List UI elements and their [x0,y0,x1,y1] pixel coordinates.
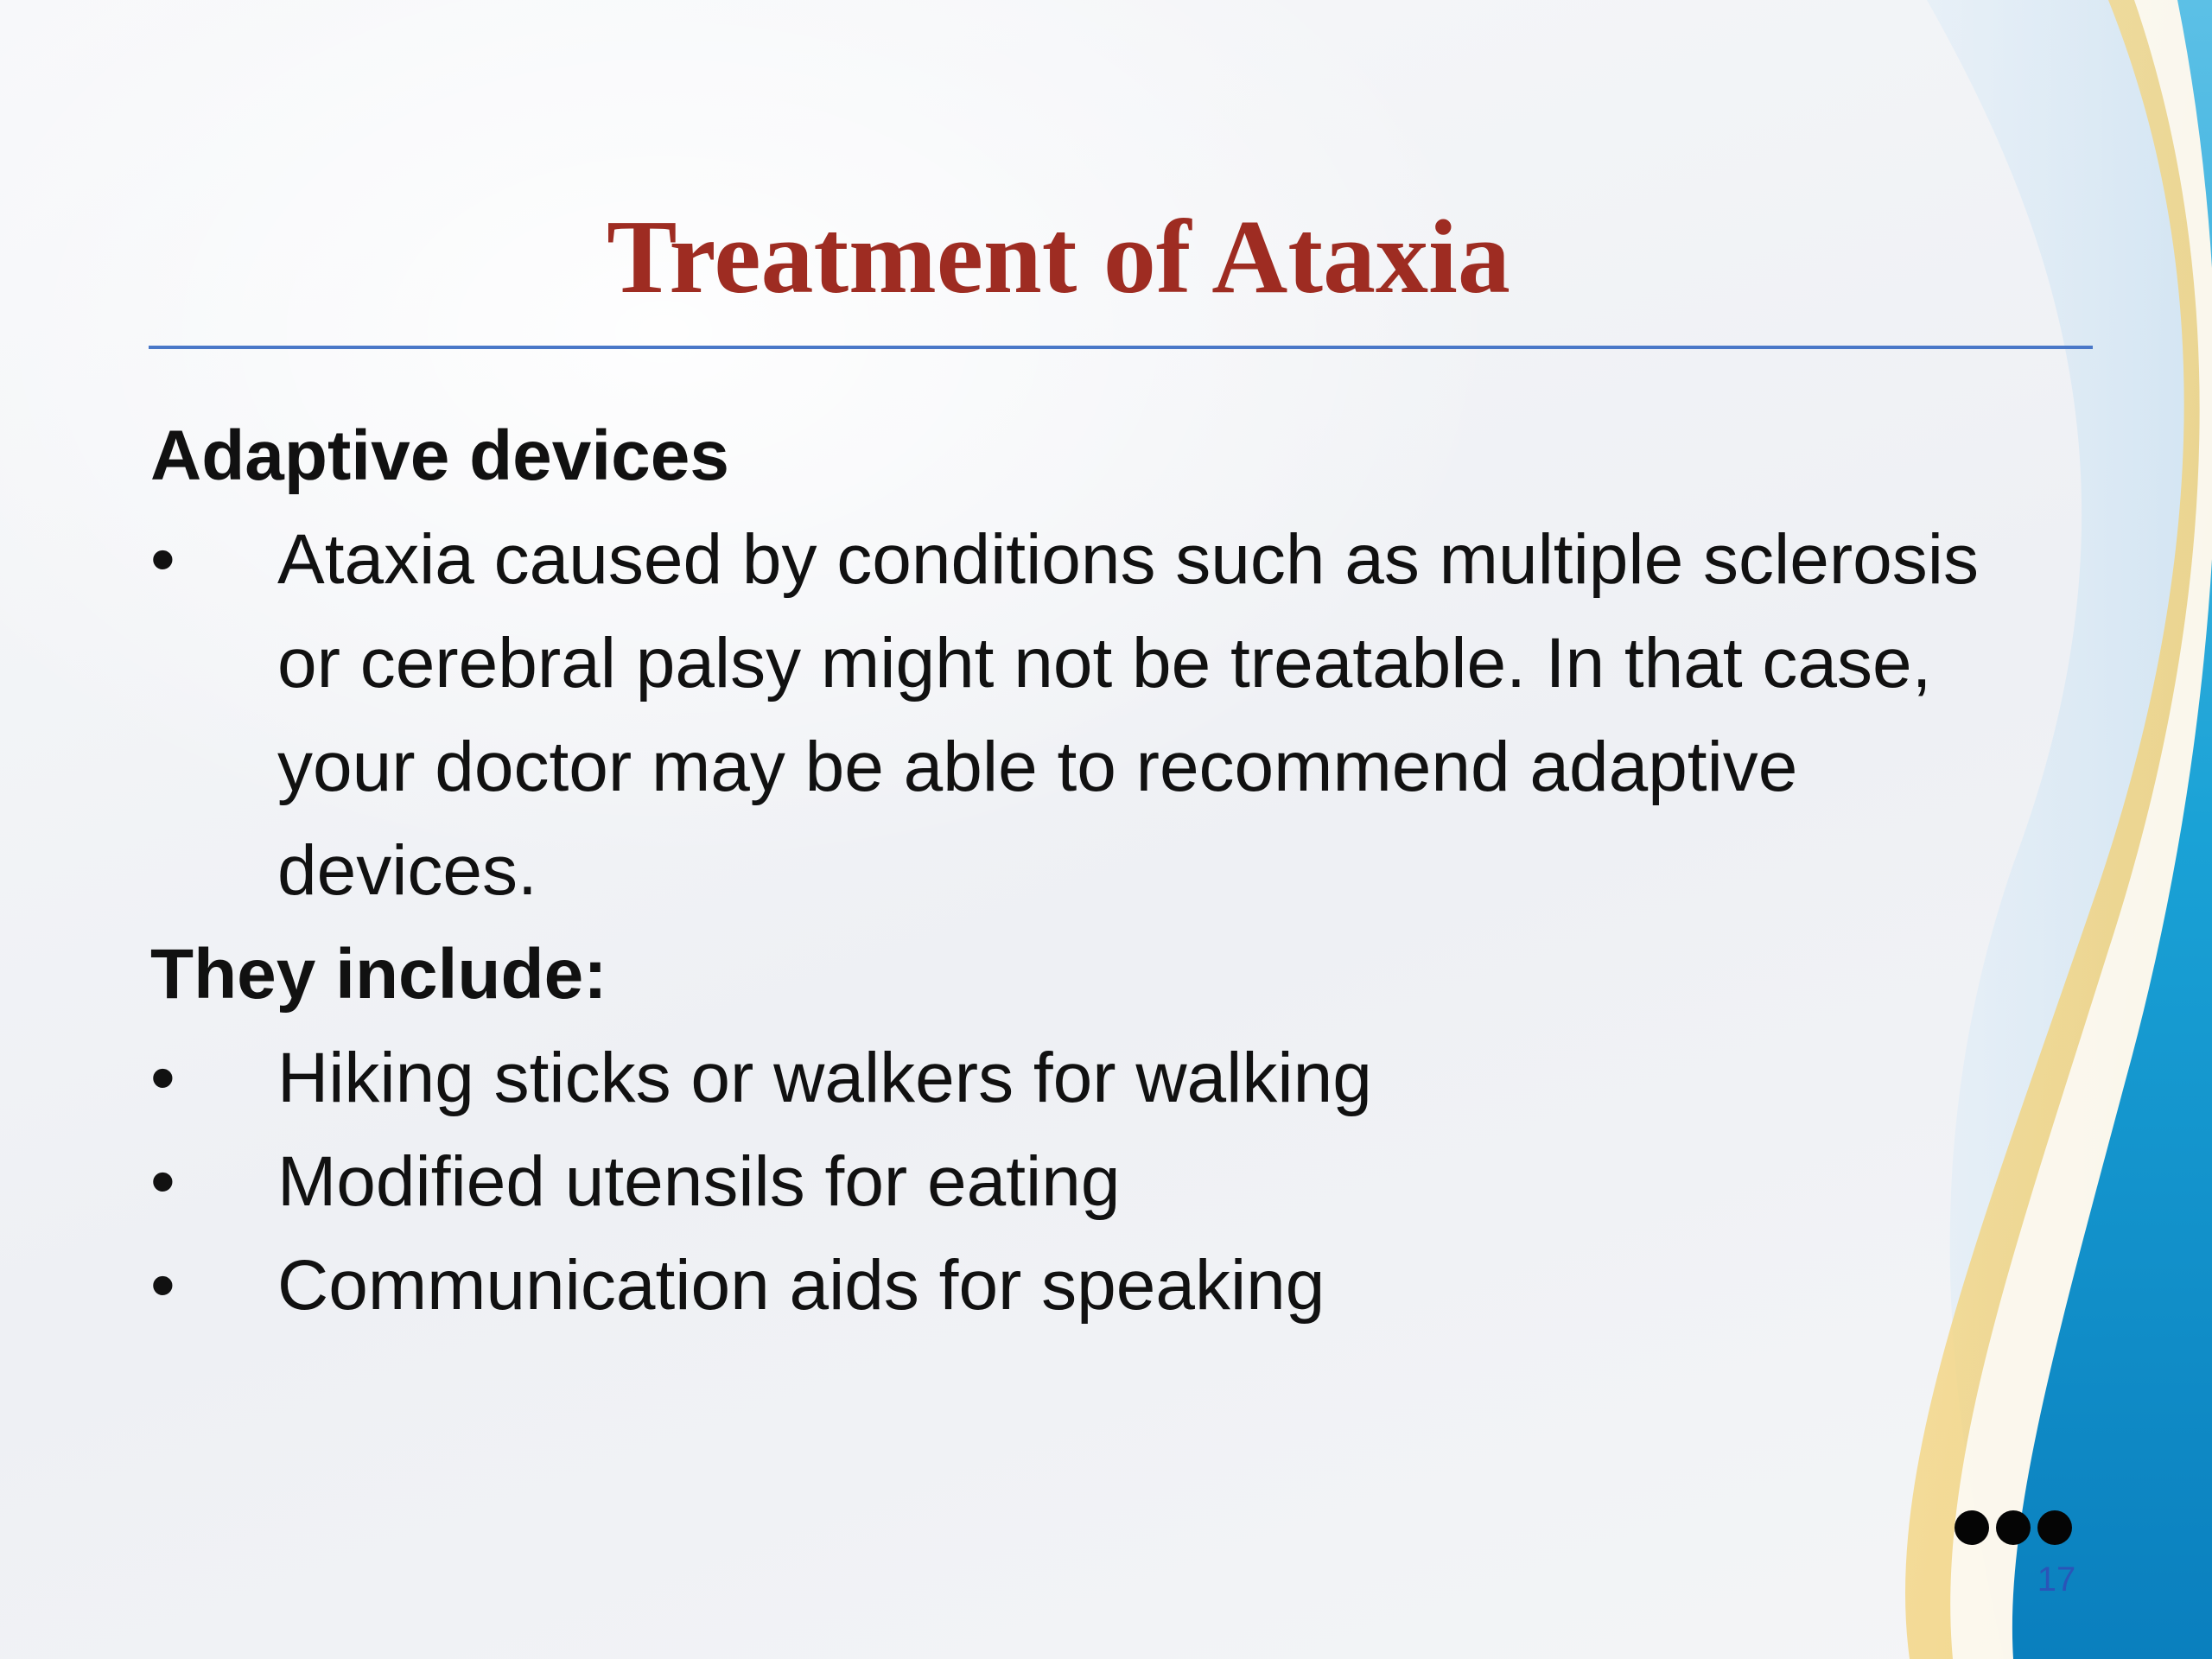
bullet-text: Communication aids for speaking [277,1246,1325,1325]
page-number: 17 [2037,1560,2076,1599]
bullet-text: Ataxia caused by conditions such as multiple sclerosis or cerebral palsy might not be treatable. In that case, your doctor may be able to recommend adaptive devices. [277,520,1979,910]
bullet-text: Modified utensils for eating [277,1142,1121,1221]
bullet-item [150,1027,2034,1130]
ellipsis-dots-icon [1955,1510,2075,1548]
section-heading-they-include: They include: [150,935,607,1014]
bullet-text: Hiking sticks or walkers for walking [277,1039,1372,1117]
slide-title: Treatment of Ataxia [607,199,1510,315]
bullet-icon: • [150,1142,175,1221]
dot-icon [2037,1510,2072,1545]
bullet-icon: • [150,520,175,599]
bullet-icon: • [150,1246,175,1325]
dot-icon [1955,1510,1989,1545]
section-heading-adaptive-devices: Adaptive devices [150,416,729,495]
bullet-item [150,508,2034,923]
bullet-icon: • [150,1039,175,1117]
title-divider [149,346,2093,349]
bullet-item [150,1234,2034,1338]
dot-icon [1996,1510,2031,1545]
slide-content [150,404,2034,1338]
bullet-item [150,1130,2034,1234]
